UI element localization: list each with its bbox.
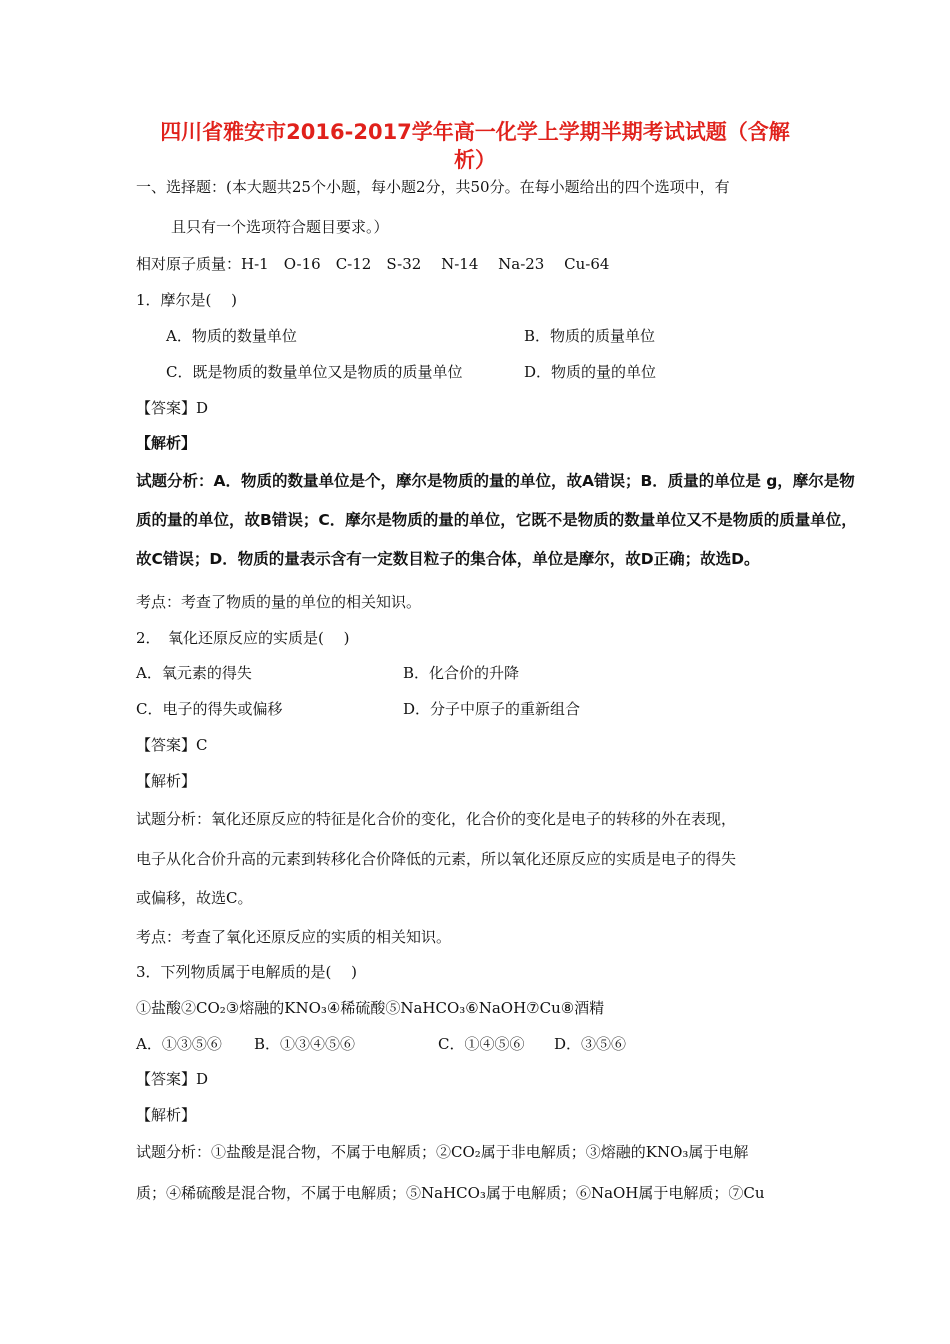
q3-answer: 【答案】D (136, 1070, 209, 1088)
q2-option-c: C．电子的得失或偏移 (136, 700, 283, 718)
q3-analysis-label: 【解析】 (136, 1106, 197, 1124)
q2-analysis-line-2: 电子从化合价升高的元素到转移化合价降低的元素，所以氧化还原反应的实质是电子的得失 (136, 850, 737, 868)
title-line-1: 四川省雅安市2016-2017学年高一化学上学期半期考试试题（含解 (160, 120, 790, 144)
atomic-masses: 相对原子质量：H-1 O-16 C-12 S-32 N-14 Na-23 Cu-64 (136, 255, 610, 273)
q1-analysis-label: 【解析】 (136, 434, 197, 452)
q3-analysis-line-2: 质；④稀硫酸是混合物，不属于电解质；⑤NaHCO₃属于电解质；⑥NaOH属于电解质；⑦Cu (136, 1184, 765, 1202)
q1-analysis-line-2: 质的量的单位，故B错误；C．摩尔是物质的量的单位，它既不是物质的数量单位又不是物质的质量单位， (136, 511, 857, 529)
title-line-2: 析） (454, 148, 496, 172)
document-title (120, 118, 830, 174)
section-header-line-1: 一、选择题：(本大题共25个小题，每小题2分，共50分。在每小题给出的四个选项中，有 (136, 178, 730, 196)
q1-analysis-line-1: 试题分析：A．物质的数量单位是个，摩尔是物质的量的单位，故A错误；B．质量的单位是 g，摩尔是物 (136, 472, 855, 490)
q2-answer: 【答案】C (136, 736, 208, 754)
q3-option-b: B．①③④⑤⑥ (254, 1035, 356, 1053)
q3-items: ①盐酸②CO₂③熔融的KNO₃④稀硫酸⑤NaHCO₃⑥NaOH⑦Cu⑧酒精 (136, 999, 605, 1017)
q1-analysis-line-3: 故C错误；D．物质的量表示含有一定数目粒子的集合体，单位是摩尔，故D正确；故选D。 (136, 550, 760, 568)
q2-stem: 2． 氧化还原反应的实质是( ) (136, 629, 350, 647)
q2-analysis-label: 【解析】 (136, 772, 197, 790)
q3-analysis-line-1: 试题分析：①盐酸是混合物，不属于电解质；②CO₂属于非电解质；③熔融的KNO₃属于电解 (136, 1143, 749, 1161)
q1-option-d: D．物质的量的单位 (524, 363, 657, 381)
q1-stem: 1．摩尔是( ) (136, 291, 238, 309)
q3-stem: 3．下列物质属于电解质的是( ) (136, 963, 358, 981)
q2-option-a: A．氧元素的得失 (136, 664, 252, 682)
section-header-line-2: 且只有一个选项符合题目要求。） (171, 218, 389, 236)
q2-analysis-line-3: 或偏移，故选C。 (136, 889, 253, 907)
q1-option-a: A．物质的数量单位 (166, 327, 297, 345)
q1-option-b: B．物质的质量单位 (524, 327, 656, 345)
q3-option-d: D．③⑤⑥ (554, 1035, 627, 1053)
q1-option-c: C．既是物质的数量单位又是物质的质量单位 (166, 363, 463, 381)
q2-analysis-line-1: 试题分析：氧化还原反应的特征是化合价的变化，化合价的变化是电子的转移的外在表现， (136, 810, 737, 828)
q3-option-c: C．①④⑤⑥ (438, 1035, 525, 1053)
q3-option-a: A．①③⑤⑥ (136, 1035, 222, 1053)
q2-kaodian: 考点：考查了氧化还原反应的实质的相关知识。 (136, 928, 452, 946)
q2-option-b: B．化合价的升降 (403, 664, 520, 682)
q1-kaodian: 考点：考查了物质的量的单位的相关知识。 (136, 593, 422, 611)
q1-answer: 【答案】D (136, 399, 209, 417)
q2-option-d: D．分子中原子的重新组合 (403, 700, 581, 718)
